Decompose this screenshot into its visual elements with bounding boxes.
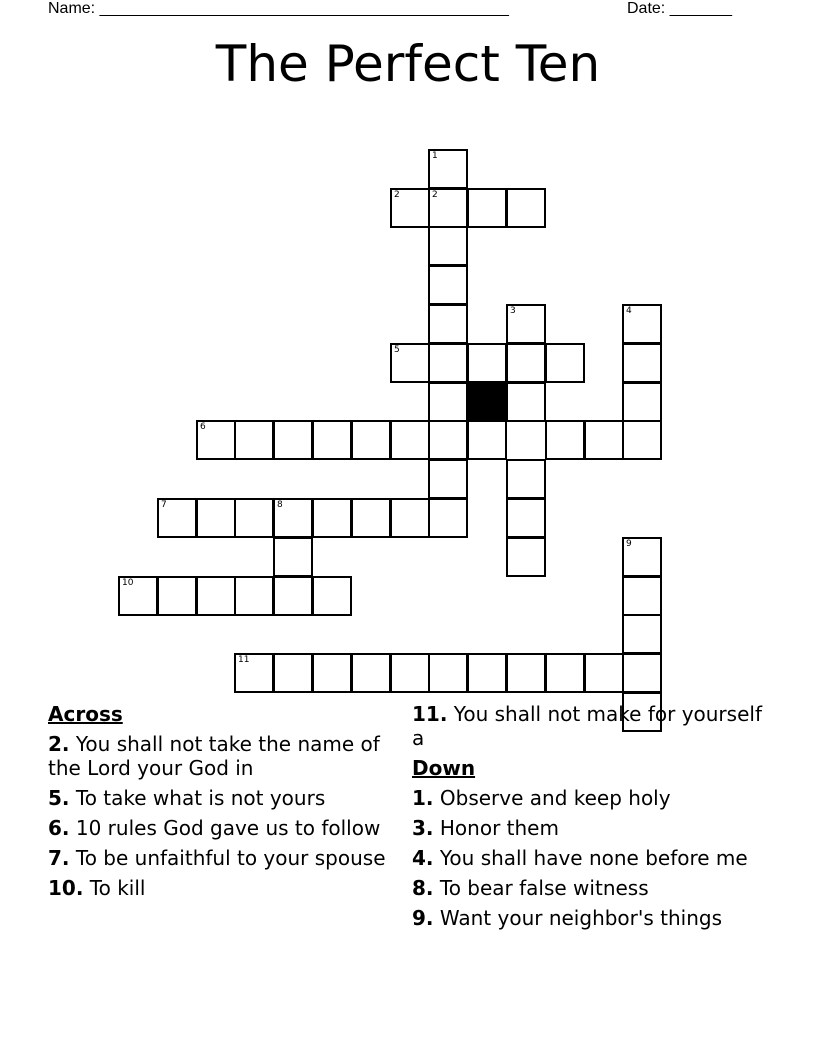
crossword-cell[interactable]	[234, 420, 274, 460]
crossword-cell[interactable]	[622, 653, 662, 693]
crossword-cell[interactable]	[390, 420, 430, 460]
across-clue	[48, 846, 388, 870]
crossword-cell[interactable]	[428, 149, 468, 189]
crossword-cell[interactable]	[273, 537, 313, 577]
crossword-cell[interactable]	[390, 188, 430, 228]
clue-number-label: 4	[626, 306, 632, 316]
crossword-cell[interactable]	[273, 576, 313, 616]
crossword-cell[interactable]	[622, 537, 662, 577]
crossword-cell[interactable]	[428, 226, 468, 266]
crossword-cell[interactable]	[506, 537, 546, 577]
crossword-cell[interactable]	[622, 576, 662, 616]
crossword-cell[interactable]	[622, 420, 662, 460]
crossword-black-cell	[467, 382, 507, 422]
down-heading: Down	[412, 756, 476, 780]
clue-number: 8.	[412, 876, 434, 900]
crossword-cell[interactable]	[428, 420, 468, 460]
crossword-cell[interactable]	[273, 653, 313, 693]
crossword-cell[interactable]	[622, 343, 662, 383]
crossword-cell[interactable]	[467, 420, 507, 460]
crossword-cell[interactable]	[428, 188, 468, 228]
crossword-cell[interactable]	[467, 188, 507, 228]
clue-number: 11.	[412, 702, 448, 726]
clue-number-label: 2	[432, 190, 438, 200]
crossword-cell[interactable]	[312, 420, 352, 460]
date-field[interactable]: Date: _______	[627, 0, 732, 17]
clue-text: 10 rules God gave us to follow	[75, 816, 381, 840]
crossword-cell[interactable]	[234, 498, 274, 538]
crossword-cell[interactable]	[506, 459, 546, 499]
clue-number: 4.	[412, 846, 434, 870]
crossword-cell[interactable]	[390, 343, 430, 383]
clue-number-label: 9	[626, 539, 632, 549]
clue-number: 9.	[412, 906, 434, 930]
clue-text: To be unfaithful to your spouse	[75, 846, 386, 870]
crossword-cell[interactable]	[506, 188, 546, 228]
clue-number-label: 3	[510, 306, 516, 316]
crossword-cell[interactable]	[312, 498, 352, 538]
crossword-cell[interactable]	[196, 498, 236, 538]
crossword-cell[interactable]	[428, 459, 468, 499]
crossword-cell[interactable]	[506, 653, 546, 693]
across-clue	[48, 876, 388, 900]
crossword-cell[interactable]	[157, 576, 197, 616]
clue-text: To take what is not yours	[75, 786, 326, 810]
across-clue	[48, 816, 388, 840]
crossword-cell[interactable]	[428, 382, 468, 422]
down-clue	[412, 906, 772, 930]
crossword-cell[interactable]	[622, 304, 662, 344]
clue-number: 5.	[48, 786, 70, 810]
crossword-cell[interactable]	[506, 343, 546, 383]
clue-number-label: 11	[238, 655, 250, 665]
clue-column-right	[412, 702, 772, 936]
clue-number-label: 1	[432, 151, 438, 161]
down-clue	[412, 786, 772, 810]
crossword-cell[interactable]	[584, 420, 624, 460]
clue-number-label: 2	[394, 190, 400, 200]
crossword-cell[interactable]	[467, 343, 507, 383]
clue-text: Honor them	[439, 816, 559, 840]
crossword-cell[interactable]	[351, 653, 391, 693]
clue-text: You shall have none before me	[439, 846, 748, 870]
across-clue	[48, 786, 388, 810]
crossword-cell[interactable]	[118, 576, 158, 616]
crossword-cell[interactable]	[428, 498, 468, 538]
clue-number-label: 5	[394, 345, 400, 355]
crossword-cell[interactable]	[506, 304, 546, 344]
crossword-cell[interactable]	[545, 343, 585, 383]
crossword-cell[interactable]	[622, 614, 662, 654]
crossword-cell[interactable]	[196, 576, 236, 616]
clue-text: You shall not make for yourself a	[412, 702, 762, 750]
across-clue	[48, 732, 388, 780]
clue-column-left	[48, 702, 388, 906]
clue-text: To kill	[89, 876, 146, 900]
crossword-cell[interactable]	[428, 653, 468, 693]
clue-number: 7.	[48, 846, 70, 870]
clue-number: 3.	[412, 816, 434, 840]
clue-number: 2.	[48, 732, 70, 756]
crossword-cell[interactable]	[622, 382, 662, 422]
crossword-cell[interactable]	[428, 265, 468, 305]
crossword-cell[interactable]	[351, 498, 391, 538]
crossword-cell[interactable]	[234, 653, 274, 693]
clue-text: Observe and keep holy	[439, 786, 671, 810]
clue-number-label: 7	[161, 500, 167, 510]
crossword-cell[interactable]	[467, 653, 507, 693]
clue-number: 1.	[412, 786, 434, 810]
crossword-cell[interactable]	[428, 304, 468, 344]
clue-number-label: 10	[122, 578, 134, 588]
crossword-cell[interactable]	[273, 498, 313, 538]
crossword-cell[interactable]	[506, 498, 546, 538]
down-clue	[412, 876, 772, 900]
clue-text: Want your neighbor's things	[439, 906, 723, 930]
crossword-cell[interactable]	[584, 653, 624, 693]
page-title: The Perfect Ten	[215, 35, 601, 93]
crossword-cell[interactable]	[234, 576, 274, 616]
crossword-cell[interactable]	[351, 420, 391, 460]
crossword-cell[interactable]	[428, 343, 468, 383]
clue-number-label: 6	[200, 422, 206, 432]
crossword-cell[interactable]	[506, 382, 546, 422]
down-clue	[412, 846, 772, 870]
name-field[interactable]: Name: ______________________________________________	[48, 0, 509, 17]
crossword-cell[interactable]	[196, 420, 236, 460]
crossword-cell[interactable]	[545, 653, 585, 693]
down-clue	[412, 816, 772, 840]
crossword-cell[interactable]	[273, 420, 313, 460]
clue-text: You shall not take the name of the Lord your God in	[48, 732, 380, 780]
crossword-cell[interactable]	[545, 420, 585, 460]
clue-number: 10.	[48, 876, 84, 900]
across-clue	[412, 702, 772, 750]
crossword-cell[interactable]	[312, 653, 352, 693]
across-heading: Across	[48, 702, 123, 726]
clue-number-label: 8	[277, 500, 283, 510]
crossword-cell[interactable]	[390, 498, 430, 538]
clue-number: 6.	[48, 816, 70, 840]
crossword-cell[interactable]	[157, 498, 197, 538]
crossword-cell[interactable]	[312, 576, 352, 616]
clue-text: To bear false witness	[439, 876, 649, 900]
crossword-cell[interactable]	[390, 653, 430, 693]
